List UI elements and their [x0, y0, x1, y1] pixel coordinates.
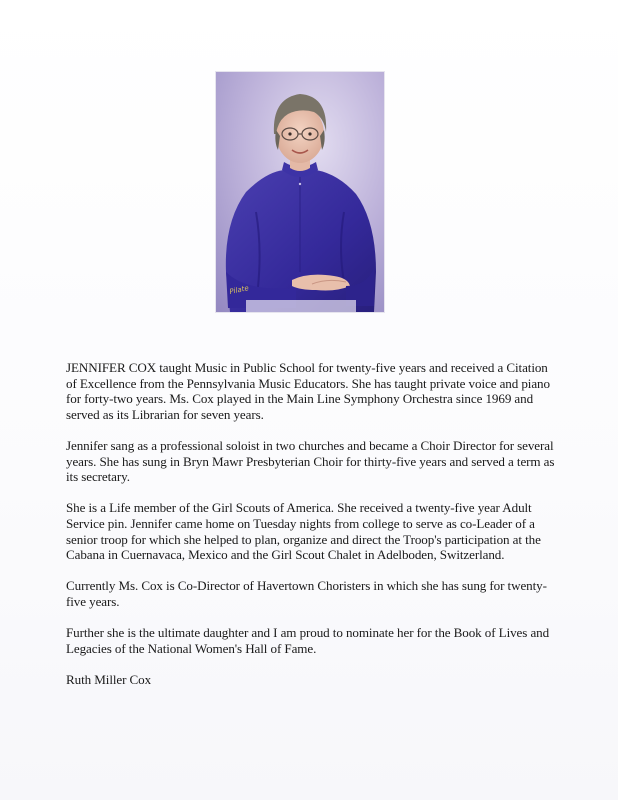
- nomination-letter: [66, 360, 556, 687]
- paragraph-teaching: JENNIFER COX taught Music in Public School for twenty-five years and received a Citation of Excellence from the Pennsylvania Music Educators. She has taught private voice and piano for forty-two years. Ms. Cox played in the Main Line Symphony Orchestra since 1969 and served as its Librarian for seven years.: [66, 360, 550, 422]
- paragraph-girl-scouts: She is a Life member of the Girl Scouts of America. She received a twenty-five year Adult Service pin. Jennifer came home on Tuesday nights from college to serve as co-Leader of a senior troop for which she helped to plan, organize and direct the Troop's participation at the Cabana in Cuernavaca, Mexico and the Girl Scout Chalet in Adelboden, Switzerland.: [66, 500, 541, 563]
- signature: Ruth Miller Cox: [66, 671, 152, 687]
- svg-text:Pilate: Pilate: [228, 284, 250, 296]
- paragraph-choristers: Currently Ms. Cox is Co-Director of Havertown Choristers in which she has sung for twenty-five years.: [66, 578, 547, 609]
- portrait-photo: [216, 72, 384, 312]
- paragraph-nomination: Further she is the ultimate daughter and I am proud to nominate her for the Book of Lives and Legacies of the National Women's Hall of Fame.: [66, 625, 550, 656]
- portrait-illustration: [216, 72, 384, 312]
- paragraph-singing: Jennifer sang as a professional soloist in two churches and became a Choir Director for several years. She has sung in Bryn Mawr Presbyterian Choir for thirty-five years and served a term as its secretary.: [66, 437, 555, 485]
